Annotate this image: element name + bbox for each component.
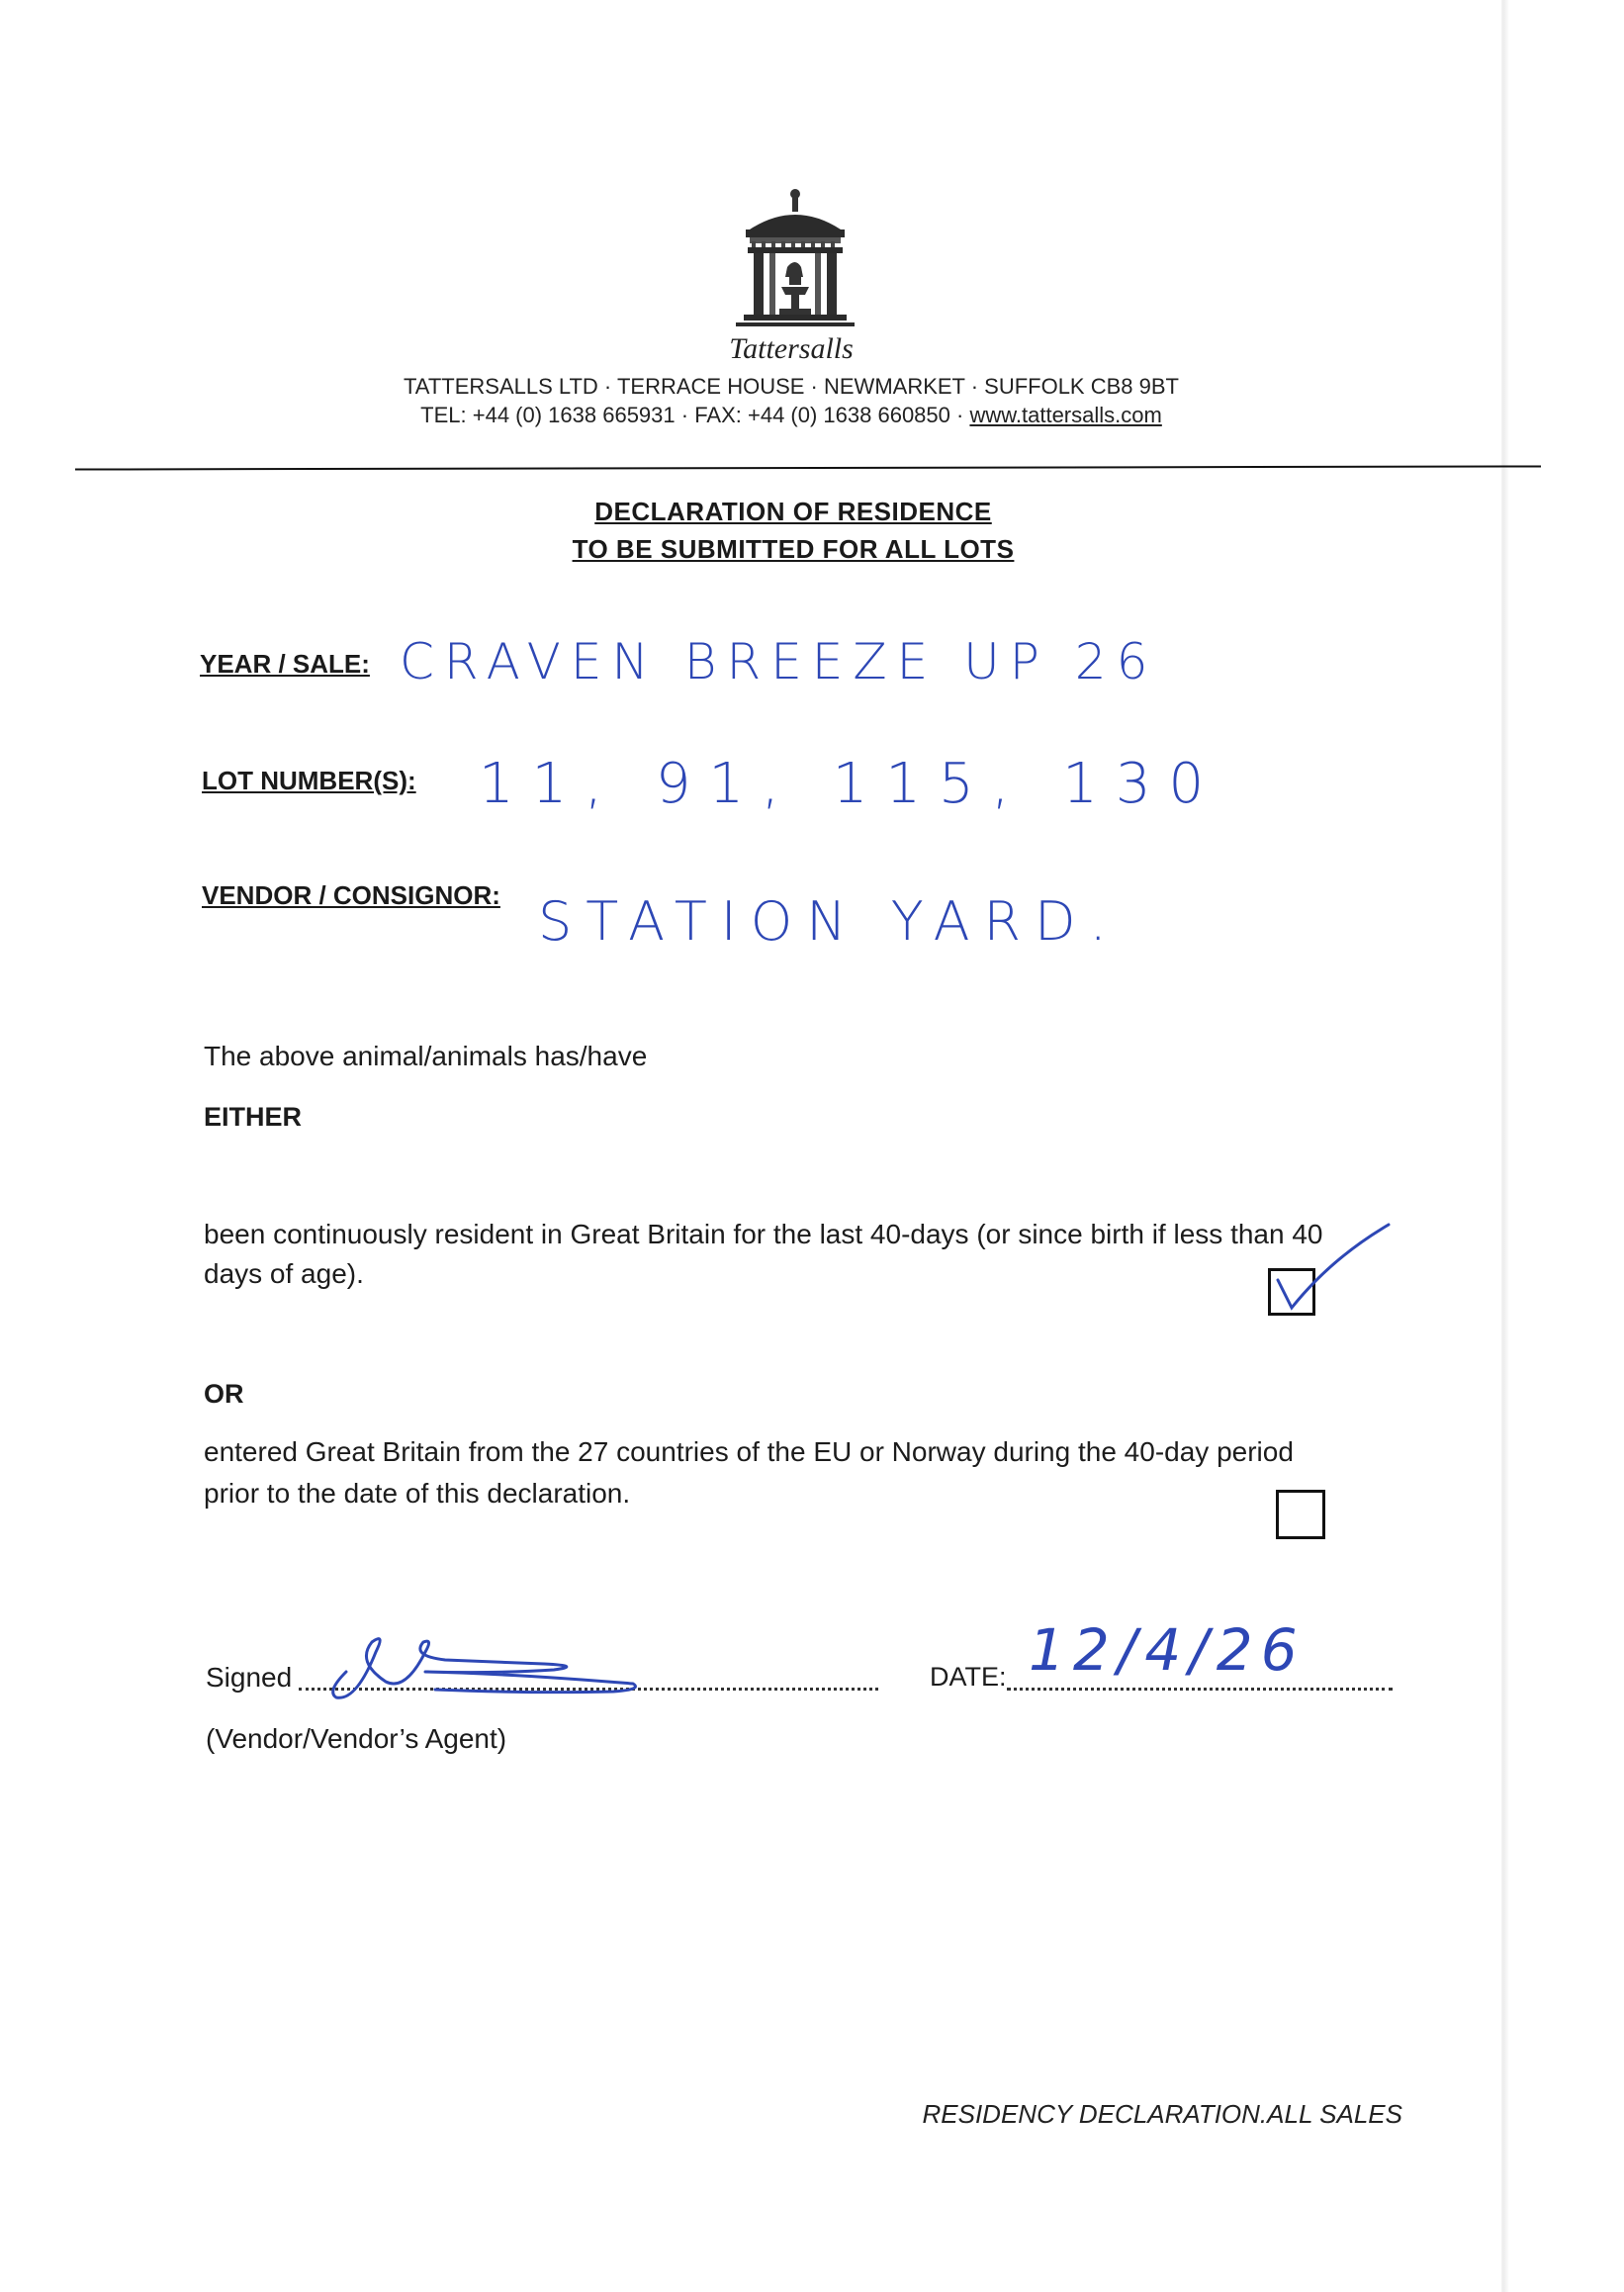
either-label: EITHER: [204, 1102, 303, 1132]
brand-name: Tattersalls: [729, 332, 854, 365]
option2-checkbox[interactable]: [1276, 1490, 1325, 1539]
footer-form-reference: RESIDENCY DECLARATION.ALL SALES: [922, 2099, 1402, 2129]
date-value[interactable]: 12/4/26: [1029, 1616, 1306, 1684]
header-divider: [75, 465, 1541, 470]
handwritten-signature-icon: [316, 1612, 653, 1707]
option1-text-line1: been continuously resident in Great Britain for the last 40-days (or since birth if less than 40: [204, 1219, 1323, 1249]
contact-phone-fax: TEL: +44 (0) 1638 665931 · FAX: +44 (0) 1638 660850 ·: [420, 403, 970, 427]
vendor-consignor-label: VENDOR / CONSIGNOR:: [202, 880, 500, 910]
or-label: OR: [204, 1379, 244, 1409]
option1-text-line2: days of age).: [204, 1258, 364, 1289]
document-subtitle: TO BE SUBMITTED FOR ALL LOTS: [572, 534, 1015, 564]
date-label: DATE:: [930, 1662, 1007, 1692]
intro-text: The above animal/animals has/have: [204, 1041, 648, 1071]
document-title: DECLARATION OF RESIDENCE: [594, 497, 992, 526]
year-sale-value[interactable]: CRAVEN BREEZE UP 26: [400, 633, 1158, 690]
vendor-consignor-value[interactable]: STATION YARD.: [538, 890, 1121, 953]
lot-numbers-label: LOT NUMBER(S):: [202, 766, 416, 795]
option2-text-line1: entered Great Britain from the 27 countries of the EU or Norway during the 40-day period: [204, 1436, 1294, 1467]
company-contact: [0, 403, 1582, 428]
option1-check-mark-icon: [1272, 1219, 1395, 1314]
option2-text-line2: prior to the date of this declaration.: [204, 1478, 631, 1509]
tattersalls-cupola-logo-icon: [730, 186, 860, 332]
signer-role-text: (Vendor/Vendor’s Agent): [206, 1723, 507, 1754]
website-link[interactable]: www.tattersalls.com: [969, 403, 1162, 427]
date-line[interactable]: [1007, 1688, 1393, 1691]
lot-numbers-value[interactable]: 11, 91, 115, 130: [479, 752, 1222, 816]
year-sale-label: YEAR / SALE:: [200, 649, 370, 679]
company-address: TATTERSALLS LTD · TERRACE HOUSE · NEWMARKET · SUFFOLK CB8 9BT: [404, 374, 1179, 399]
signed-label: Signed: [206, 1662, 293, 1693]
